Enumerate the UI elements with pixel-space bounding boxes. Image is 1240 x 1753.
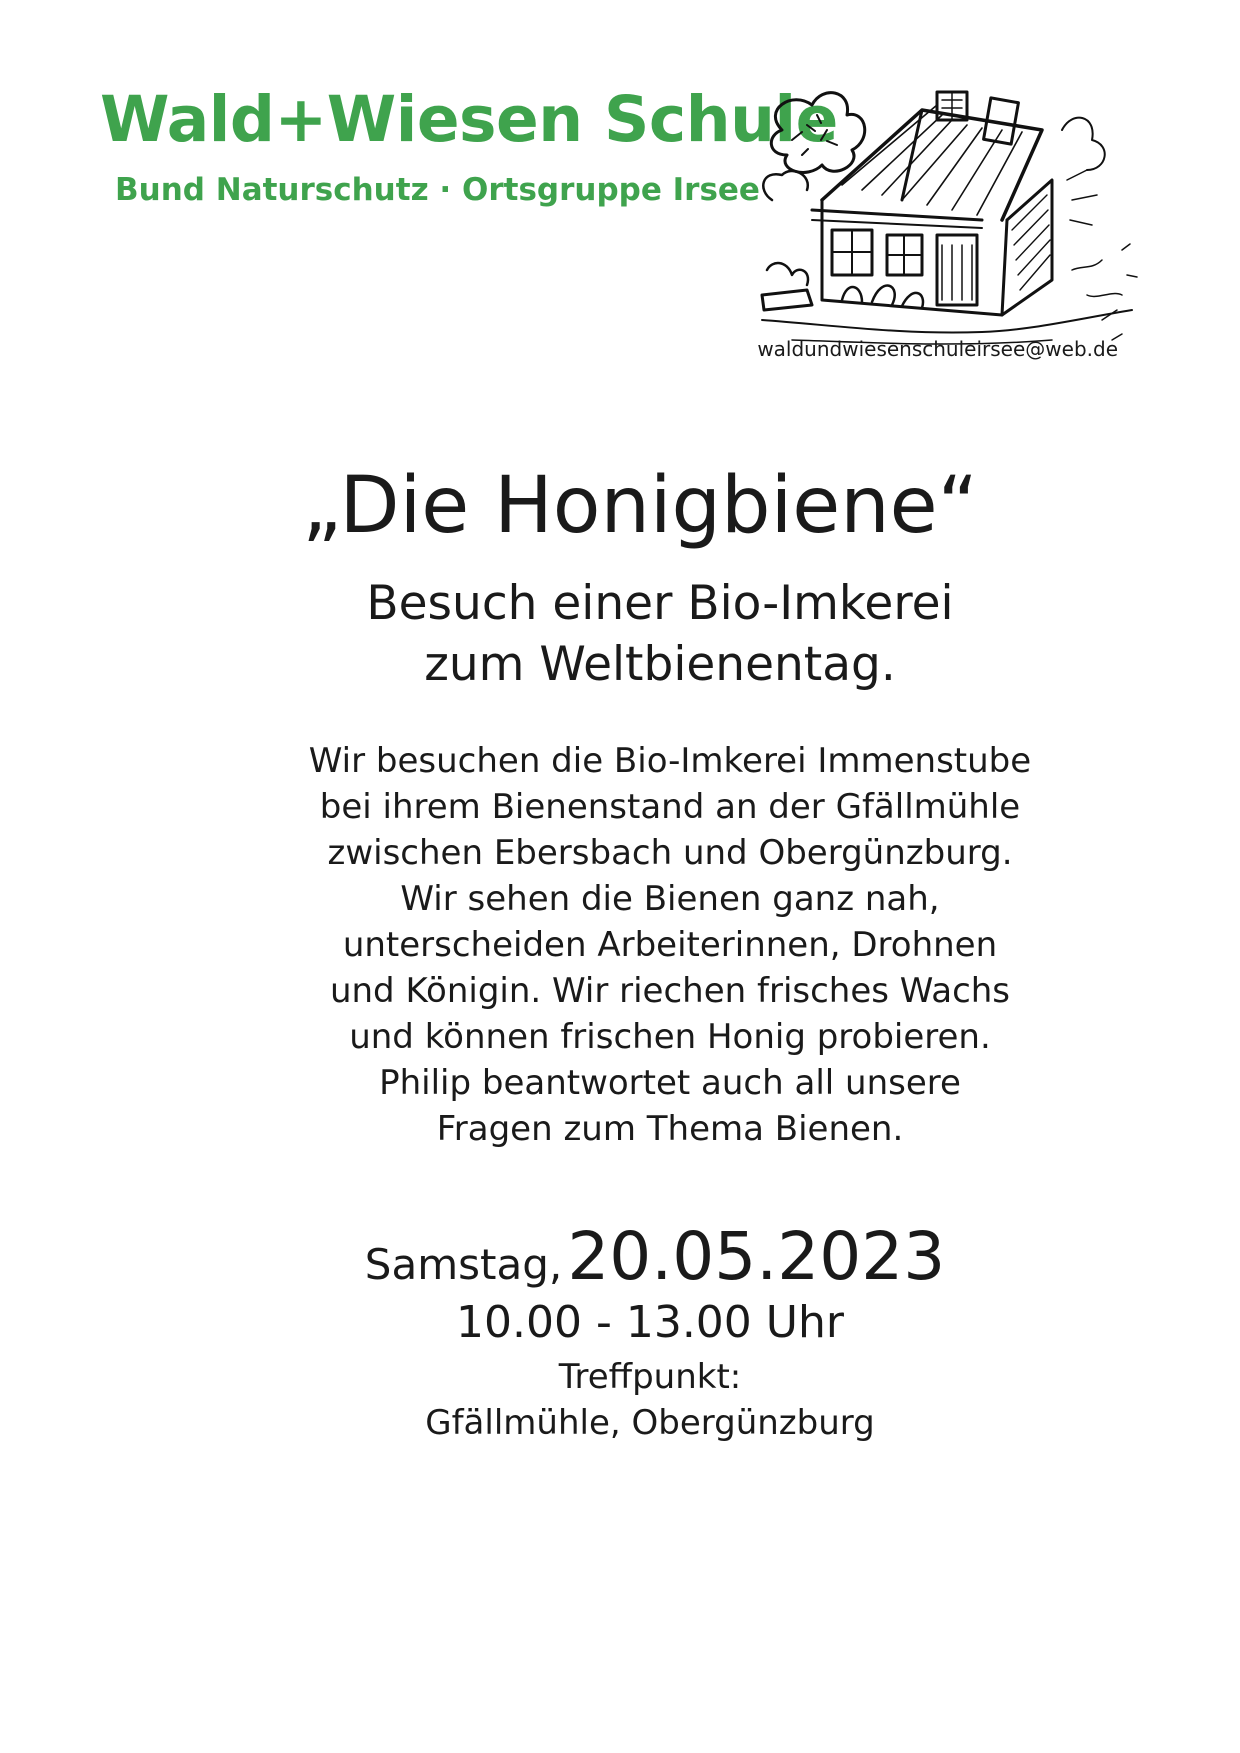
meeting-label: Treffpunkt: xyxy=(558,1357,742,1397)
description-line: Wir besuchen die Bio-Imkerei Immenstube xyxy=(308,741,1032,781)
description-line: bei ihrem Bienenstand an der Gfällmühle xyxy=(319,787,1021,827)
event-date xyxy=(0,1218,1240,1295)
subtitle-line: zum Weltbienentag. xyxy=(424,637,896,692)
description-line: und Königin. Wir riechen frisches Wachs xyxy=(329,971,1011,1011)
description-line: Wir sehen die Bienen ganz nah, xyxy=(400,879,940,919)
house-sketch-icon xyxy=(752,70,1142,355)
org-title: Wald+Wiesen Schule xyxy=(100,83,838,156)
description-line: Philip beantwortet auch all unsere xyxy=(379,1063,961,1103)
meeting-place: Gfällmühle, Obergünzburg xyxy=(425,1403,875,1443)
date-value: 20.05.2023 xyxy=(567,1218,946,1295)
description-line: zwischen Ebersbach und Obergünzburg. xyxy=(327,833,1013,873)
event-subtitle xyxy=(0,573,1240,695)
description-line: und können frischen Honig probieren. xyxy=(349,1017,991,1057)
contact-email: waldundwiesenschuleirsee@web.de xyxy=(757,337,1118,361)
day-label: Samstag, xyxy=(364,1240,563,1289)
event-title: „Die Honigbiene“ xyxy=(301,461,979,551)
event-description xyxy=(0,738,1240,1152)
event-time: 10.00 - 13.00 Uhr xyxy=(456,1297,844,1348)
description-line: Fragen zum Thema Bienen. xyxy=(436,1109,904,1149)
subtitle-line: Besuch einer Bio-Imkerei xyxy=(366,576,954,631)
org-subtitle: Bund Naturschutz · Ortsgruppe Irsee xyxy=(115,172,760,208)
description-line: unterscheiden Arbeiterinnen, Drohnen xyxy=(342,925,998,965)
